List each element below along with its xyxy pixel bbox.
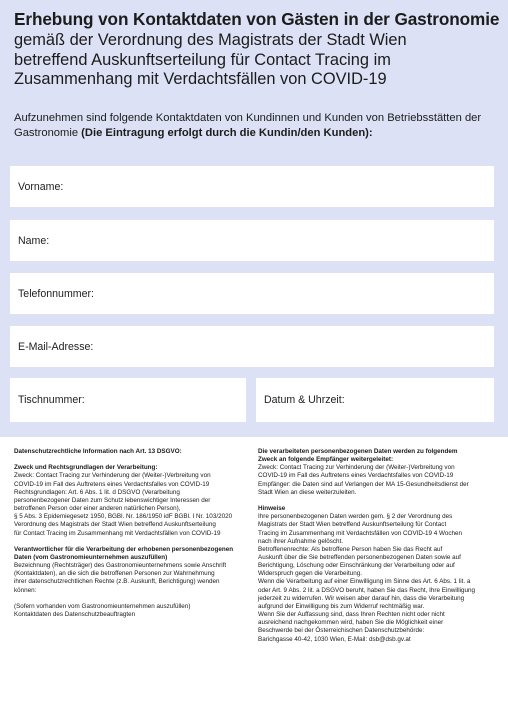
tisch-label: Tischnummer: [18, 394, 85, 406]
text-line: Empfänger: die Daten sind auf Verlangen der MA 15-Gesundheitsdienst der [258, 480, 469, 488]
text-line: aufgrund der Einwilligung bis zum Widerruf rechtmäßig war. [258, 602, 425, 610]
text-line: Zweck: Contact Tracing zur Verhinderung der (Weiter-)Verbreitung von [258, 464, 455, 472]
section-heading: Zweck und Rechtsgrundlagen der Verarbeitung: [14, 464, 158, 472]
text-line: betroffenen Person oder einer anderen natürlichen Person), [14, 505, 181, 513]
subtitle-line: betreffend Auskunftserteilung für Contact Tracing im [14, 50, 391, 69]
text-line: Magistrats der Stadt Wien betreffend Auskunftserteilung für Contact [258, 521, 447, 529]
datum-label: Datum & Uhrzeit: [264, 394, 345, 406]
text-line: ihrer datenschutzrechtlichen Rechte (z.B. Auskunft, Berichtigung) wenden [14, 578, 220, 586]
vorname-field[interactable] [10, 166, 494, 207]
section-heading: Zweck an folgende Empfänger weitergeleitet: [258, 456, 394, 464]
text-line: (Kontaktdaten), an die sich die betroffenen Personen zur Wahrnehmung [14, 570, 215, 578]
text-line: Zweck: Contact Tracing zur Verhinderung der (Weiter-)Verbreitung von [14, 472, 211, 480]
text-line: Wenn die Verarbeitung auf einer Einwilligung im Sinne des Art. 6 Abs. 1 lit. a [258, 578, 471, 586]
telefon-field[interactable] [10, 273, 494, 314]
text-line: Widerspruch gegen die Verarbeitung. [258, 570, 362, 578]
text-line: (Sofern vorhanden vom Gastronomieunternehmen auszufüllen) [14, 602, 191, 610]
text-line: Betroffenenrechte: Als betroffene Person haben Sie das Recht auf [258, 545, 443, 553]
section-heading: Datenschutzrechtliche Information nach Art. 13 DSGVO: [14, 448, 182, 455]
text-line: Bezeichnung (Rechtsträger) des Gastronomieunternehmens sowie Anschrift [14, 562, 227, 570]
text-line: COVID-19 im Fall des Auftretens eines Verdachtsfalles von COVID-19 [14, 480, 210, 488]
page-title: Erhebung von Kontaktdaten von Gästen in der Gastronomie [14, 9, 500, 29]
section-heading: Daten (vom Gastronomieunternehmen auszufüllen) [14, 554, 168, 561]
text-line: jederzeit zu widerrufen. Wir weisen aber darauf hin, dass die Verarbeitung [258, 594, 465, 602]
text-line: nach ihrer Aufnahme gelöscht. [258, 537, 344, 545]
text-line: Ihre personenbezogenen Daten werden gem. § 2 der Verordnung des [258, 513, 453, 521]
text-line: COVID-19 im Fall des Auftretens eines Verdachtsfalles von COVID-19 [258, 472, 454, 480]
text-line: Auskunft über die Sie betreffenden personenbezogenen Daten sowie auf [258, 554, 461, 562]
intro-plain: Aufzunehmen sind folgende Kontaktdaten von Kundinnen und Kunden von Betriebsstätten der Gastronomie [14, 112, 482, 140]
text-line: Barichgasse 40-42, 1030 Wien, E-Mail: dsb@dsb.gv.at [258, 635, 411, 643]
text-line: Verordnung des Magistrats der Stadt Wien betreffend Auskunftserteilung [14, 521, 216, 529]
text-line: § 5 Abs. 3 Epidemiegesetz 1950, BGBl. Nr. 186/1950 idF BGBl. I Nr. 103/2020 [14, 513, 233, 521]
text-line: oder Art. 9 Abs. 2 lit. a DSGVO beruht, haben Sie das Recht, Ihre Einwilligung [258, 586, 476, 594]
text-line: personenbezogener Daten zum Schutz lebenswichtiger Interessen der [14, 496, 211, 504]
subtitle-line: Zusammenhang mit Verdachtsfällen von COVID-19 [14, 70, 387, 89]
email-label: E-Mail-Adresse: [18, 340, 94, 353]
tisch-field[interactable] [10, 378, 246, 422]
text-line: Wenn Sie der Auffassung sind, dass Ihren Rechten nicht oder nicht [258, 611, 445, 619]
privacy-info-left [14, 448, 262, 619]
section-heading: Hinweise [258, 505, 286, 513]
privacy-info-right [258, 448, 506, 644]
vorname-label: Vorname: [18, 180, 64, 193]
name-field[interactable] [10, 220, 494, 261]
text-line: können: [14, 586, 37, 594]
intro-bold: (Die Eintragung erfolgt durch die Kundin/den Kunden): [81, 127, 373, 140]
email-field[interactable] [10, 326, 494, 367]
section-heading: Verantwortlicher für die Verarbeitung der erhobenen personenbezogenen [14, 545, 234, 553]
intro-text [14, 111, 494, 142]
text-line: Stadt Wien an diese weiterzuleiten. [258, 488, 357, 496]
name-label: Name: [18, 234, 50, 247]
text-line: Rechtsgrundlagen: Art. 6 Abs. 1 lit. d DSGVO (Verarbeitung [14, 488, 180, 496]
text-line: Kontaktdaten des Datenschutzbeauftragten [14, 611, 136, 619]
section-heading: Die verarbeiteten personenbezogenen Daten werden zu folgendem [258, 448, 458, 455]
text-line: ausreichend nachgekommen wird, haben Sie die Möglichkeit einer [258, 619, 444, 627]
text-line: für Contact Tracing im Zusammenhang mit Verdachtsfällen von COVID-19 [14, 529, 221, 537]
text-line: Beschwerde bei der Österreichischen Datenschutzbehörde: [258, 627, 425, 635]
text-line: Tracing im Zusammenhang mit Verdachtsfällen von COVID-19 4 Wochen [258, 529, 463, 537]
telefon-label: Telefonnummer: [18, 287, 94, 300]
subtitle-line: gemäß der Verordnung des Magistrats der Stadt Wien [14, 31, 407, 49]
datum-field[interactable] [256, 378, 494, 422]
text-line: Berichtigung, Löschung oder Einschränkung der Verarbeitung oder auf [258, 562, 455, 570]
page-subtitle [14, 31, 502, 90]
